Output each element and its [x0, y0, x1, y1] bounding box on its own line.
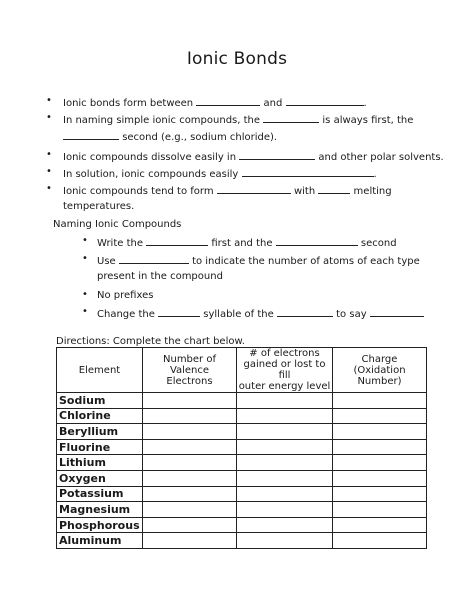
header-valence-line-1: Number of Valence — [163, 353, 216, 376]
naming-1-text-a: Write the — [97, 238, 143, 249]
bullet-icon: • — [82, 306, 88, 317]
bullet-2-text-b: is always first, the — [322, 115, 414, 126]
blank-field[interactable] — [277, 307, 333, 317]
naming-3-text-a: No prefixes — [97, 290, 154, 301]
blank-field[interactable] — [276, 236, 358, 246]
bullet-line-2b — [63, 130, 277, 144]
naming-line-4 — [97, 307, 424, 321]
table-row — [57, 424, 427, 440]
header-valence — [143, 348, 237, 393]
naming-line-2b — [97, 271, 223, 283]
valence-cell[interactable] — [143, 470, 237, 486]
charge-cell[interactable] — [333, 486, 427, 502]
naming-4-text-b: syllable of the — [203, 309, 274, 320]
element-name: Sodium — [57, 393, 143, 409]
bullet-icon: • — [82, 253, 88, 264]
valence-cell[interactable] — [143, 486, 237, 502]
header-electrons-line-1: # of electrons — [249, 348, 320, 359]
valence-cell[interactable] — [143, 455, 237, 471]
header-element — [57, 348, 143, 393]
valence-cell[interactable] — [143, 439, 237, 455]
electrons-cell[interactable] — [237, 470, 333, 486]
header-element-line-1: Element — [78, 364, 121, 376]
valence-cell[interactable] — [143, 408, 237, 424]
charge-cell[interactable] — [333, 439, 427, 455]
naming-2-text-a: Use — [97, 256, 116, 267]
table-row — [57, 470, 427, 486]
bullet-icon: • — [82, 289, 88, 300]
element-name: Aluminum — [57, 533, 143, 549]
electrons-cell[interactable] — [237, 455, 333, 471]
element-chart — [56, 347, 427, 549]
bullet-5-text-a: Ionic compounds tend to form — [63, 186, 214, 197]
electrons-cell[interactable] — [237, 424, 333, 440]
bullet-3-text-b: and other polar solvents. — [318, 152, 444, 163]
table-row — [57, 486, 427, 502]
charge-cell[interactable] — [333, 502, 427, 518]
electrons-cell[interactable] — [237, 408, 333, 424]
bullet-2-text-c: second (e.g., sodium chloride). — [122, 132, 278, 143]
element-name: Magnesium — [57, 502, 143, 518]
element-name: Beryllium — [57, 424, 143, 440]
charge-cell[interactable] — [333, 455, 427, 471]
element-name: Chlorine — [57, 408, 143, 424]
bullet-5-text-c: melting — [353, 186, 392, 197]
header-electrons — [237, 348, 333, 393]
valence-cell[interactable] — [143, 502, 237, 518]
element-name: Phosphorous — [57, 517, 143, 533]
electrons-cell[interactable] — [237, 439, 333, 455]
bullet-icon: • — [46, 166, 52, 177]
naming-line-3 — [97, 290, 153, 302]
header-charge-line-1: Charge — [361, 353, 398, 365]
bullet-line-4 — [63, 167, 377, 181]
blank-field[interactable] — [196, 96, 260, 106]
bullet-3-text-a: Ionic compounds dissolve easily in — [63, 152, 237, 163]
directions-text: Directions: Complete the chart below. — [56, 336, 245, 347]
valence-cell[interactable] — [143, 393, 237, 409]
bullet-icon: • — [46, 112, 52, 123]
bullet-icon: • — [46, 95, 52, 106]
charge-cell[interactable] — [333, 533, 427, 549]
bullet-4-text-a: In solution, ionic compounds easily — [63, 169, 239, 180]
valence-cell[interactable] — [143, 424, 237, 440]
naming-1-text-b: first and the — [211, 238, 273, 249]
header-charge — [333, 348, 427, 393]
table-row — [57, 393, 427, 409]
table-row — [57, 533, 427, 549]
bullet-line-5 — [63, 184, 392, 198]
naming-line-1 — [97, 236, 397, 250]
element-name: Oxygen — [57, 470, 143, 486]
electrons-cell[interactable] — [237, 486, 333, 502]
table-header-row — [57, 348, 427, 393]
page-title: Ionic Bonds — [186, 49, 288, 69]
blank-field[interactable] — [217, 184, 291, 194]
bullet-1-text-b: and — [263, 98, 283, 109]
bullet-line-5b — [63, 201, 134, 213]
element-name: Potassium — [57, 486, 143, 502]
blank-field[interactable] — [146, 236, 208, 246]
blank-field[interactable] — [239, 150, 315, 160]
table-row — [57, 517, 427, 533]
blank-field[interactable] — [119, 254, 189, 264]
naming-1-text-c: second — [360, 238, 397, 249]
valence-cell[interactable] — [143, 517, 237, 533]
charge-cell[interactable] — [333, 393, 427, 409]
electrons-cell[interactable] — [237, 393, 333, 409]
table-row — [57, 502, 427, 518]
bullet-line-2 — [63, 113, 413, 127]
bullet-icon: • — [82, 235, 88, 246]
valence-cell[interactable] — [143, 533, 237, 549]
header-electrons-line-3: outer energy level — [238, 381, 331, 392]
header-electrons-line-2: gained or lost to fill — [243, 359, 326, 381]
bullet-5-text-b: with — [293, 186, 316, 197]
header-valence-line-2: Electrons — [166, 375, 213, 387]
charge-cell[interactable] — [333, 424, 427, 440]
bullet-icon: • — [46, 183, 52, 194]
blank-field[interactable] — [63, 130, 119, 140]
bullet-1-text-a: Ionic bonds form between — [63, 98, 194, 109]
charge-cell[interactable] — [333, 408, 427, 424]
electrons-cell[interactable] — [237, 533, 333, 549]
table-row — [57, 455, 427, 471]
charge-cell[interactable] — [333, 517, 427, 533]
table-row — [57, 408, 427, 424]
blank-field[interactable] — [242, 167, 374, 177]
electrons-cell[interactable] — [237, 517, 333, 533]
naming-line-2 — [97, 254, 420, 268]
bullet-1-text-c: . — [363, 98, 367, 109]
element-name: Lithium — [57, 455, 143, 471]
bullet-line-1 — [63, 96, 367, 110]
bullet-icon: • — [46, 149, 52, 160]
bullet-2-text-a: In naming simple ionic compounds, the — [63, 115, 261, 126]
blank-field[interactable] — [370, 307, 424, 317]
table-row — [57, 439, 427, 455]
electrons-cell[interactable] — [237, 502, 333, 518]
bullet-line-3 — [63, 150, 444, 164]
element-name: Fluorine — [57, 439, 143, 455]
naming-2-text-b: to indicate the number of atoms of each type — [192, 256, 420, 267]
blank-field[interactable] — [263, 113, 319, 123]
charge-cell[interactable] — [333, 470, 427, 486]
blank-field[interactable] — [158, 307, 200, 317]
header-charge-line-2: (Oxidation Number) — [353, 364, 406, 387]
section-heading: Naming Ionic Compounds — [53, 219, 182, 230]
naming-2-text-c: present in the compound — [97, 271, 223, 282]
blank-field[interactable] — [318, 184, 350, 194]
blank-field[interactable] — [286, 96, 364, 106]
bullet-4-text-b: . — [373, 169, 377, 180]
naming-4-text-a: Change the — [97, 309, 155, 320]
naming-4-text-c: to say — [336, 309, 367, 320]
bullet-5-text-d: temperatures. — [63, 201, 135, 212]
